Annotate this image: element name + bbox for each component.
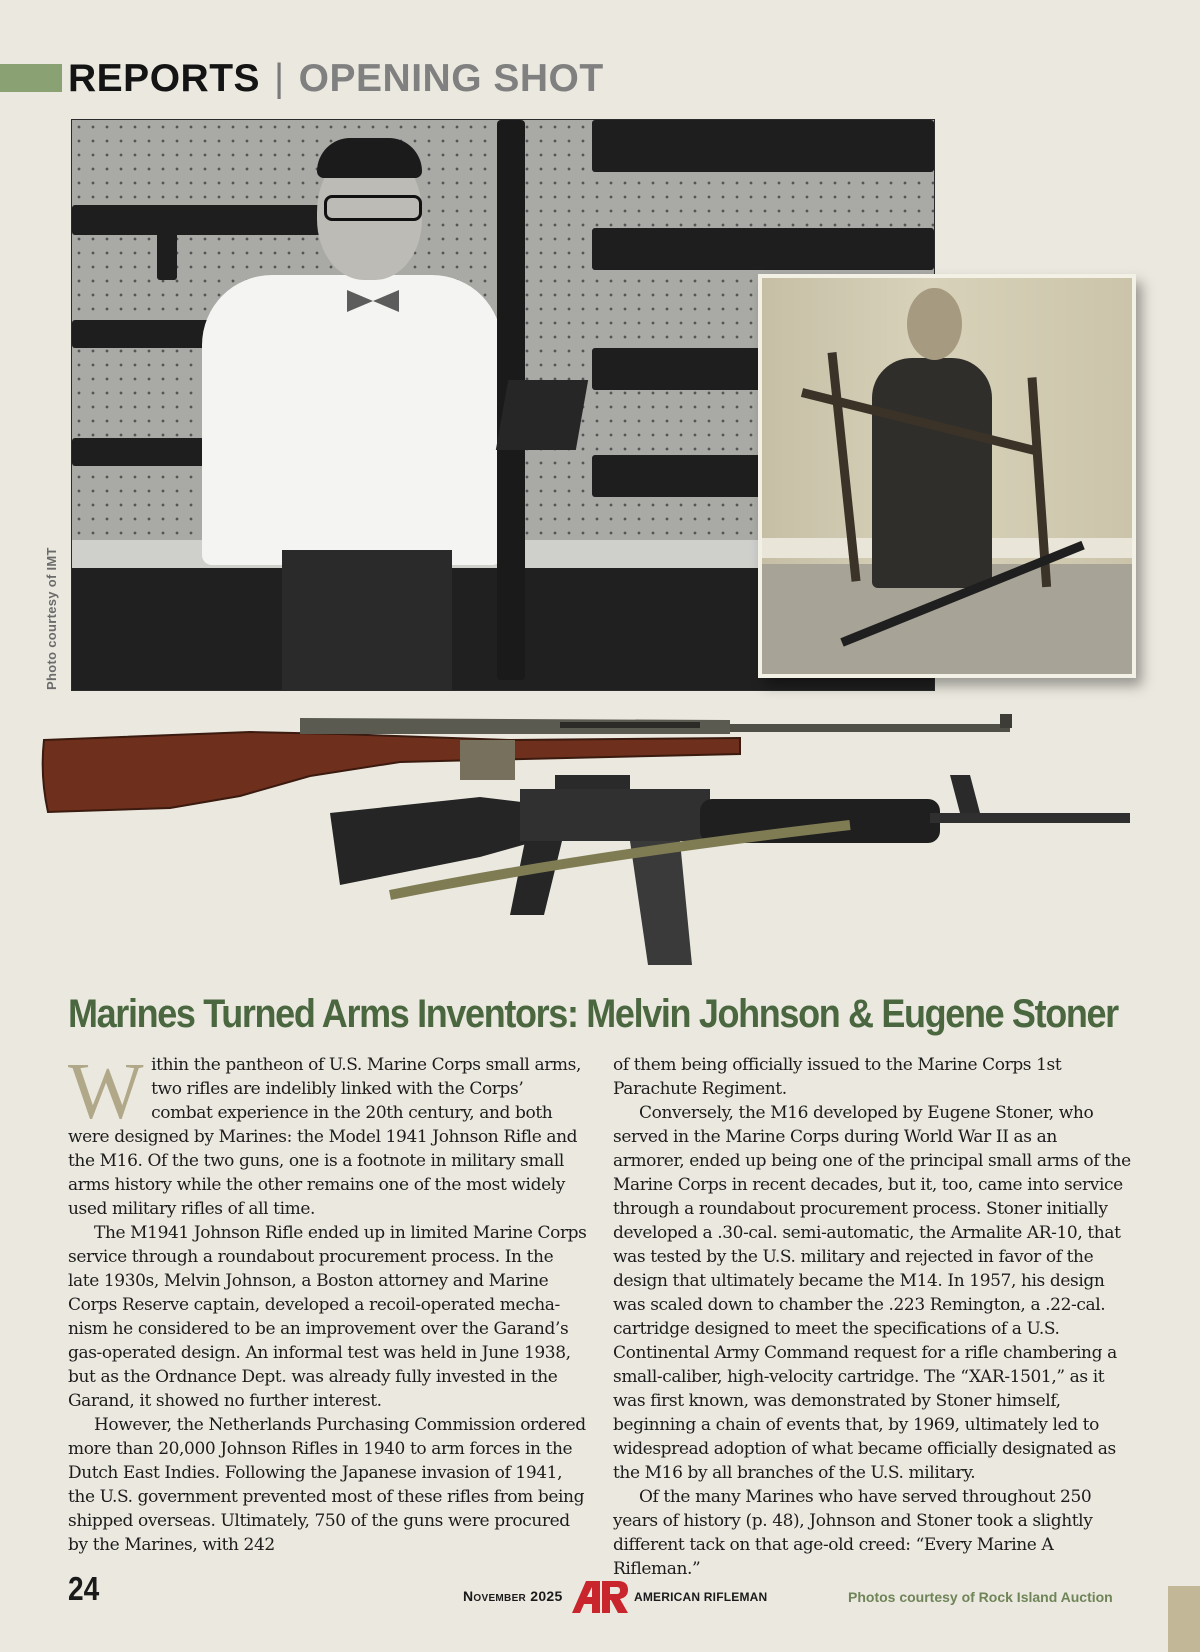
- article-paragraph: Of the many Marines who have served throughout 250 years of history (p. 48), Johnson and Stoner took a slightly different tack on that age-old creed: “Every Marine A Rifleman.”: [613, 1487, 1093, 1579]
- wall-rifle: [592, 120, 934, 172]
- article-paragraph: [68, 1048, 588, 1221]
- article-paragraph: of them being officially issued to the Marine Corps 1st Parachute Regiment.: [613, 1055, 1062, 1099]
- section-label: REPORTS: [68, 57, 261, 100]
- header-separator: |: [274, 57, 285, 100]
- magazine-name: AMERICAN RIFLEMAN: [634, 1590, 768, 1604]
- wall-rifle: [592, 228, 934, 270]
- man-shirt: [202, 275, 502, 565]
- wall-rifle-grip: [157, 220, 177, 280]
- section-header: [68, 54, 604, 104]
- article-column-right: [613, 1053, 1133, 1581]
- article-title: Marines Turned Arms Inventors: Melvin Johnson & Eugene Stoner: [68, 992, 1118, 1036]
- seated-man: [872, 358, 992, 588]
- issue-date: November 2025: [463, 1588, 563, 1604]
- page-number: 24: [68, 1570, 100, 1607]
- article-paragraph: The M1941 Johnson Rifle ended up in limited Marine Corps service through a roundabout procurement process. In the late 1930s, Melvin Johnson, a Boston attorney and Marine Corps Reserve captain, developed a recoil-operated mechanism he considered to be an improvement over the Garand’s gas-operated design. An informal test was held in June 1938, but as the Ordnance Dept. was already fully invested in the Garand, it showed no further interest.: [68, 1223, 587, 1411]
- man-pants: [282, 550, 452, 690]
- wall-rifle: [72, 438, 212, 466]
- held-rifle-magazine: [496, 380, 588, 450]
- paragraph-text: ithin the pantheon of U.S. Marine Corps small arms, two rifles are indelibly linked with the Corps’ combat experience in the 20th century, and both were designed by Marines: the Model 1941 Johnson Rifle and the M16. Of the two guns, one is a footnote in military small arms history while the other remains one of the most widely used military rifles of all time.: [68, 1055, 581, 1219]
- article-paragraph: Conversely, the M16 developed by Eugene Stoner, who served in the Marine Corps during World War II as an armorer, ended up being one of the principal small arms of the Marine Corps in recent decades, but it, too, came into service through a roundabout procurement process. Stoner initially developed a .30-cal. semi-automatic, the Armalite AR-10, that was tested by the U.S. military and rejected in favor of the design that ultimately became the M14. In 1957, his design was scaled down to chamber the .223 Remington, a .22-cal. cartridge designed to meet the specifications of a U.S. Continental Army Command request for a rifle chambering a small-caliber, high-velocity cartridge. The “XAR-1501,” as it was first known, was demonstrated by Stoner himself, beginning a chain of events that, by 1969, ultimately led to widespread adoption of what became officially designated as the M16 by all branches of the U.S. military.: [613, 1103, 1131, 1483]
- section-color-tab: [0, 64, 62, 92]
- page-corner-block: [1168, 1586, 1200, 1652]
- photo-credit-rock-island: Photos courtesy of Rock Island Auction: [848, 1589, 1113, 1605]
- seated-man-head: [907, 288, 962, 360]
- article-paragraph: However, the Netherlands Purchasing Commission ordered more than 20,000 Johnson Rifles in 1940 to arm forces in the Dutch East Indies. Following the Japanese invasion of 1941, the U.S. government prevented most of these rifles from being shipped overseas. Ultimately, 750 of the guns were procured by the Marines, with 242: [68, 1415, 586, 1555]
- subsection-label: OPENING SHOT: [298, 57, 604, 100]
- article-column-left: [68, 1048, 588, 1557]
- photo-credit-imt: Photo courtesy of IMT: [44, 547, 59, 690]
- glasses: [324, 195, 422, 221]
- man-hair: [317, 138, 422, 178]
- svg-text:AR: AR: [600, 1602, 602, 1603]
- m16-rifle-image: [330, 775, 1160, 975]
- drop-cap: W: [68, 1048, 144, 1136]
- american-rifleman-logo: [570, 1580, 630, 1614]
- wall-rifle: [72, 205, 322, 235]
- johnson-photo: [758, 274, 1136, 678]
